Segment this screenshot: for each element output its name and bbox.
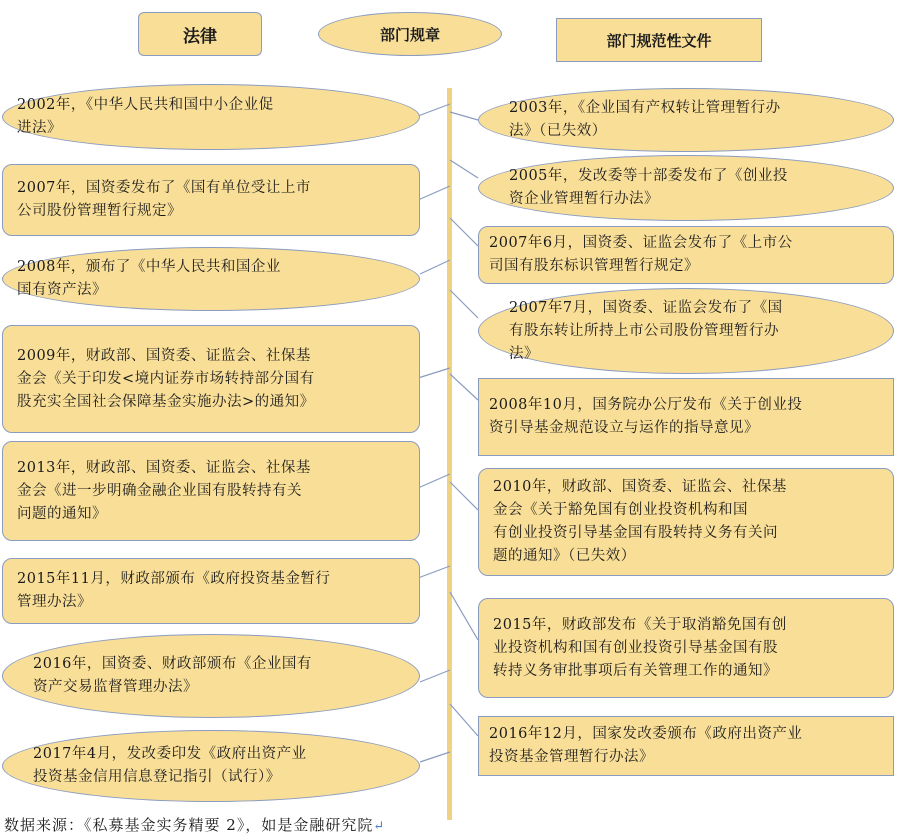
right-item-2007-7-text: 2007年7月，国资委、证监会发布了《国 有股东转让所持上市公司股份管理暂行办 法》: [509, 299, 783, 362]
left-item-2002: [2, 84, 420, 150]
left-item-2002-text: 2002年，《中华人民共和国中小企业促 进法》: [17, 97, 274, 136]
right-item-2016-12: [478, 716, 894, 776]
right-item-2007-7: [478, 288, 894, 374]
left-item-2009-text: 2009年，财政部、国资委、证监会、社保基 金会《关于印发<境内证券市场转持部分国有 股充实全国社会保障基金实施办法>的通知》: [17, 347, 315, 410]
left-item-2009: [2, 325, 420, 433]
legend-law-label: 法律: [183, 26, 217, 47]
left-item-2017-4: [2, 730, 420, 802]
left-item-2008-text: 2008年，颁布了《中华人民共和国企业 国有资产法》: [17, 259, 281, 298]
source-text: 数据来源：《私募基金实务精要 2》，如是金融研究院: [4, 816, 374, 834]
left-item-2013: [2, 441, 420, 541]
left-item-2007-text: 2007年，国资委发布了《国有单位受让上市 公司股份管理暂行规定》: [17, 180, 311, 219]
right-item-2016-12-text: 2016年12月，国家发改委颁布《政府出资产业 投资基金管理暂行办法》: [489, 726, 803, 765]
right-item-2015-text: 2015年，财政部发布《关于取消豁免国有创 业投资机构和国有创业投资引导基金国有股 转持义务审批事项后有关管理工作的通知》: [493, 616, 787, 679]
right-item-2010-text: 2010年，财政部、国资委、证监会、社保基 金会《关于豁免国有创业投资机构和国 有创业投资引导基金国有股转持义务有关问 题的通知》（已失效）: [493, 479, 787, 564]
left-item-2017-4-text: 2017年4月，发改委印发《政府出资产业 投资基金信用信息登记指引（试行）》: [33, 746, 307, 785]
left-item-2013-text: 2013年，财政部、国资委、证监会、社保基 金会《进一步明确金融企业国有股转持有关 问题的通知》: [17, 459, 311, 522]
right-item-2008-10-text: 2008年10月，国务院办公厅发布《关于创业投 资引导基金规范设立与运作的指导意见》: [489, 397, 803, 436]
legend-regulation-label: 部门规章: [379, 25, 440, 44]
right-item-2005: [478, 155, 894, 221]
right-item-2010: [478, 468, 894, 576]
right-item-2007-6-text: 2007年6月，国资委、证监会发布了《上市公 司国有股东标识管理暂行规定》: [489, 235, 793, 274]
return-mark-icon: ↵: [373, 819, 386, 834]
right-item-2003: [478, 88, 894, 152]
right-item-2005-text: 2005年，发改委等十部委发布了《创业投 资企业管理暂行办法》: [509, 168, 788, 207]
source-note: [4, 814, 385, 835]
right-item-2015: [478, 598, 894, 698]
right-item-2003-text: 2003年，《企业国有产权转让管理暂行办 法》（已失效）: [509, 100, 781, 139]
right-item-2007-6: [478, 226, 894, 284]
left-item-2015-11: [2, 558, 420, 624]
right-item-2008-10: [478, 378, 894, 456]
legend-normative-label: 部门规范性文件: [606, 31, 712, 50]
left-item-2016: [2, 634, 420, 718]
left-item-2007: [2, 164, 420, 236]
left-item-2015-11-text: 2015年11月，财政部颁布《政府投资基金暂行 管理办法》: [17, 571, 331, 610]
left-item-2008: [2, 247, 420, 311]
left-item-2016-text: 2016年，国资委、财政部颁布《企业国有 资产交易监督管理办法》: [33, 656, 312, 695]
